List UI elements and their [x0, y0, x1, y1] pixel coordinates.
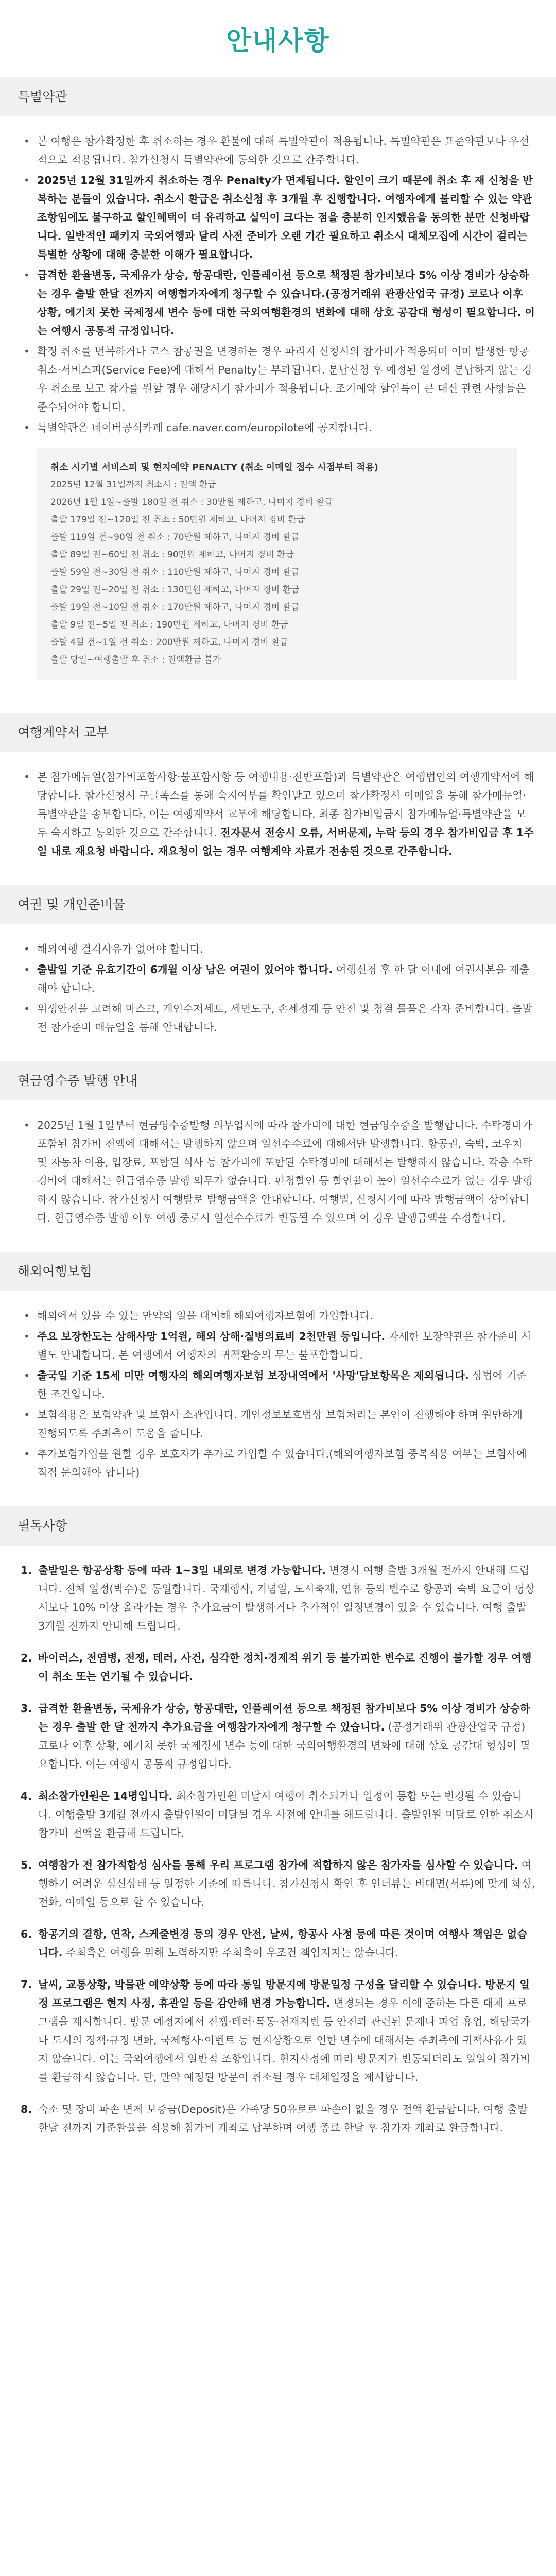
penalty-row: 출발 4일 전~1일 전 취소 : 200만원 제하고, 나머지 경비 환급 [50, 637, 288, 648]
list-item: • 위생안전을 고려해 마스크, 개인수저세트, 세면도구, 손세정제 등 안전 및 청결 물품은 각자 준비합니다. 출발 전 참가준비 매뉴얼을 통해 안내합니다. [21, 999, 535, 1037]
passport-list [21, 940, 535, 1037]
penalty-row: 출발 9일 전~5일 전 취소 : 190만원 제하고, 나머지 경비 환급 [50, 620, 288, 630]
list-item: • 특별약관은 네이버공식카페 cafe.naver.com/europilote에 공지합니다. [21, 418, 535, 437]
penalty-row: 출발 89일 전~60일 전 취소 : 90만원 제하고, 나머지 경비 환급 [50, 550, 294, 560]
list-item: • 추가보험가입을 원할 경우 보호자가 추가로 가입할 수 있습니다.(해외여행자보험 중복적용 여부는 보험사에 직접 문의해야 합니다) [21, 1445, 535, 1482]
section-header-insurance: 해외여행보험 [0, 1252, 556, 1291]
section-special-terms [0, 116, 556, 702]
penalty-heading: 취소 시기별 서비스피 및 현지예약 PENALTY (취소 이메일 접수 시점부터 적용) [50, 462, 378, 473]
list-item: • 보험적용은 보험약관 및 보험사 소관입니다. 개인정보보호법상 보험처리는 본인이 진행해야 하며 원만하게 진행되도록 주최측이 도움을 줍니다. [21, 1405, 535, 1443]
notes-list [21, 1561, 535, 2137]
section-contract [0, 752, 556, 874]
item-number: 8. [21, 2103, 32, 2115]
item-number: 5. [21, 1859, 32, 1871]
numbered-item: 8. 숙소 및 장비 파손 변제 보증금(Deposit)은 가족당 50유로로 파손이 없을 경우 전액 환급합니다. 여행 출발 한달 전까지 기준환율을 적용해 참가비 계좌로 납부하며 여행 종료 한달 후 참가자 계좌로 환급합니다. [21, 2100, 535, 2137]
contract-list [21, 768, 535, 860]
numbered-item: 1. 출발일은 항공상황 등에 따라 1~3일 내외로 변경 가능합니다. 변경시 여행 출발 3개월 전까지 안내해 드립니다. 전체 일정(박수)은 동일합니다. 국제행사, 기념일, 도시축제, 연휴 등의 변수로 항공과 숙박 요금이 평상시보다 10% 이상 올라가는 경우 추가요금이 발생하거나 추가적인 일정변경이 있을 수 있습니다. 여행 출발 3개월 전까지 안내해 드립니다. [21, 1561, 535, 1635]
section-header-receipt: 현금영수증 발행 안내 [0, 1061, 556, 1100]
list-item: • 출국일 기준 15세 미만 여행자의 해외여행자보험 보장내역에서 '사망'담보항목은 제외됩니다. 상법에 기준한 조건입니다. [21, 1366, 535, 1403]
numbered-item: 7. 날씨, 교통상황, 박물관 예약상황 등에 따라 동일 방문지에 방문일정 구성을 달리할 수 있습니다. 방문지 일정 프로그램은 현지 사정, 휴관일 등을 감안해 변경 가능합니다. 변경되는 경우 이에 준하는 다른 대체 프로그램을 제시합니다. 방문 예정지에서 전쟁·테러·폭동·천재지변 등 안전과 관련된 문제나 파업 휴업, 해당국가나 도시의 정책·규정 변화, 국제행사·이벤트 등 현지상황으로 인한 변수에 대해서는 주최측에 귀책사유가 있지 않습니다. 이는 국외여행에서 일반적 조항입니다. 현지사정에 따라 방문지가 변동되더라도 일일이 참가비를 환급하지 않습니다. 단, 만약 예정된 방문이 취소될 경우 대체일정을 제시합니다. [21, 1975, 535, 2087]
numbered-item: 2. 바이러스, 전염병, 전쟁, 테러, 사건, 심각한 정치·경제적 위기 등 불가피한 변수로 진행이 불가할 경우 여행이 취소 또는 연기될 수 있습니다. [21, 1649, 535, 1686]
receipt-list [21, 1116, 535, 1227]
penalty-row: 출발 119일 전~90일 전 취소 : 70만원 제하고, 나머지 경비 환급 [50, 532, 300, 543]
item-number: 4. [21, 1790, 32, 1802]
item-number: 6. [21, 1928, 32, 1940]
section-header-passport: 여권 및 개인준비물 [0, 885, 556, 924]
penalty-row: 출발 59일 전~30일 전 취소 : 110만원 제하고, 나머지 경비 환급 [50, 567, 300, 578]
item-number: 3. [21, 1702, 32, 1715]
list-item: • 주요 보장한도는 상해사망 1억원, 해외 상해·질병의료비 2천만원 등입니다. 자세한 보장약관은 참가준비 시 별도 안내합니다. 본 여행에서 여행자의 귀책환승의 무는 불포함합니다. [21, 1327, 535, 1364]
list-item: • 출발일 기준 유효기간이 6개월 이상 남은 여권이 있어야 합니다. 여행신청 후 한 달 이내에 여권사본을 제출해야 합니다. [21, 960, 535, 997]
section-header-special-terms: 특별약관 [0, 77, 556, 116]
item-number: 7. [21, 1978, 32, 1991]
list-item: • 본 참가메뉴얼(참가비포함사항·불포함사항 등 여행내용·전반포함)과 특별약관은 여행법인의 여행계약서에 해당합니다. 참가신청시 구글폭스를 통해 숙지여부를 확인받고 있으며 참가확정시 이메일을 통해 참가메뉴얼·특별약관을 송부합니다. 이는 여행계약서 교부에 해당합니다. 최종 참가비입금시 참가메뉴얼·특별약관을 모두 숙지하고 동의한 것으로 간주합니다. 전자문서 전송시 오류, 서버문제, 누락 등의 경우 참가비입금 후 1주일 내로 재요청 바랍니다. 재요청이 없는 경우 여행계약 자료가 전송된 것으로 간주합니다. [21, 768, 535, 860]
section-receipt [0, 1100, 556, 1241]
item-number: 1. [21, 1564, 32, 1577]
penalty-row: 출발 당일~여행출발 후 취소 : 전액환급 불가 [50, 655, 221, 665]
title-area [0, 0, 556, 77]
special-terms-list [21, 132, 535, 437]
penalty-row: 출발 29일 전~20일 전 취소 : 130만원 제하고, 나머지 경비 환급 [50, 585, 300, 595]
penalty-row: 출발 19일 전~10일 전 취소 : 170만원 제하고, 나머지 경비 환급 [50, 602, 300, 613]
numbered-item: 5. 여행참가 전 참가적합성 심사를 통해 우리 프로그램 참가에 적합하지 않은 참가자를 심사할 수 있습니다. 여행하기 어려운 심신상태 등 일정한 기준에 따릅니다. 참가신청시 확인 후 인터뷰는 비대면(서류)에 맞게 화상, 전화, 이메일 등으로 할 수 있습니다. [21, 1856, 535, 1911]
section-insurance [0, 1291, 556, 1495]
page-title: 안내사항 [226, 26, 330, 56]
list-item: • 확정 취소를 번복하거나 코스 참공권을 변경하는 경우 파리지 신청시의 참가비가 적용되며 이미 발생한 항공취소·서비스피(Service Fee)에 대해서 Penalty는 부과됩니다. 분납신청 후 예정된 일정에 분납하지 않는 경우 취소로 보고 참가를 원할 경우 해당시기 참가비가 적용됩니다. 조기예약 할인특이 큰 대신 관련 사항들은 준수되어야 합니다. [21, 342, 535, 416]
list-item: • 해외여행 결격사유가 없어야 합니다. [21, 940, 535, 958]
list-item: • 2025년 12월 31일까지 취소하는 경우 Penalty가 면제됩니다. 할인이 크기 때문에 취소 후 재 신청을 반복하는 분들이 있습니다. 취소시 환급은 취소신청 후 3개월 후 진행합니다. 여행자에게 불리할 수 있는 약관 조항임에도 불구하고 할인혜택이 더 유리하고 실익이 크다는 점을 충분히 인지했음을 동의한 분만 신청바랍니다. 일반적인 패키지 국외여행과 달리 사전 준비가 오랜 기간 필요하고 취소시 대체모집에 시간이 걸리는 특별한 상황에 대해 충분한 이해가 필요합니다. [21, 171, 535, 264]
penalty-row: 출발 179일 전~120일 전 취소 : 50만원 제하고, 나머지 경비 환급 [50, 515, 305, 525]
numbered-item: 6. 항공기의 결항, 연착, 스케줄변경 등의 경우 안전, 날씨, 항공사 사정 등에 따른 것이며 여행사 책임은 없습니다. 주최측은 여행을 위해 노력하지만 주최측이 우조건 책임지지는 않습니다. [21, 1925, 535, 1962]
penalty-row: 2026년 1월 1일~출발 180일 전 취소 : 30만원 제하고, 나머지 경비 환급 [50, 497, 333, 507]
item-number: 2. [21, 1652, 32, 1664]
section-header-notes: 필독사항 [0, 1506, 556, 1546]
numbered-item: 3. 급격한 환율변동, 국제유가 상승, 항공대란, 인플레이션 등으로 책정된 참가비보다 5% 이상 경비가 상승하는 경우 출발 한 달 전까지 추가요금을 여행참가자에게 청구할 수 있습니다. (공정거래위 관광산업국 규정) 코로나 이후 상황, 예기치 못한 국제정세 변수 등에 대한 국외여행환경의 변화에 대해 상호 공감대 형성이 필요합니다. 이는 여행시 공통적 규정입니다. [21, 1699, 535, 1773]
list-item: • 급격한 환율변동, 국제유가 상승, 항공대란, 인플레이션 등으로 책정된 참가비보다 5% 이상 경비가 상승하는 경우 출발 한달 전까지 여행협가자에게 청구할 수 있습니다.(공정거래위 관광산업국 규정) 코로나 이후 상황, 에기치 못한 국제정세 변수 등에 대한 국외여행환경의 변화에 대해 상호 공감대 형성이 필요합니다. 이는 여행시 공통적 규정입니다. [21, 266, 535, 340]
list-item: • 2025년 1월 1일부터 현금영수증발행 의무업시에 따라 참가비에 대한 현금영수증을 발행합니다. 수탁경비가 포함된 참가비 전액에 대해서는 발행하지 않으며 일선수수료에 대해서만 발행합니다. 항공권, 숙박, 코우치 및 자동차 이용, 입장료, 포함된 식사 등 참가비에 포함된 수탁경비에 대해서는 발행하지 않습니다. 각층 수탁경비에 대해서는 현금영수증 발행 의무가 없습니다. 편청할인 등 할인율이 높아 일선수수료가 없는 경우 발행하지 않습니다. 참가신청시 여행발로 발행금액을 안내합니다. 여행별, 신청시기에 따라 발행금액이 상이합니다. 현금영수증 발행 이후 여행 중로시 일선수수료가 변동될 수 있으며 이 경우 발행금액을 수정합니다. [21, 1116, 535, 1227]
penalty-table [37, 448, 517, 680]
insurance-list [21, 1307, 535, 1482]
section-notes [0, 1546, 556, 2162]
numbered-item: 4. 최소참가인원은 14명입니다. 최소참가인원 미달시 여행이 취소되거나 일정이 통합 또는 변경될 수 있습니다. 여행출발 3개월 전까지 출발인원이 미달될 경우 사전에 안내를 해드립니다. 출발인원 미달로 인한 취소시 참가비 전액을 환급해 드립니다. [21, 1787, 535, 1842]
section-header-contract: 여행계약서 교부 [0, 713, 556, 752]
penalty-row: 2025년 12월 31일까지 취소시 : 전액 환급 [50, 480, 216, 490]
section-passport [0, 924, 556, 1050]
list-item: • 본 여행은 참가확정한 후 취소하는 경우 환불에 대해 특별약관이 적용됩니다. 특별약관은 표준약관보다 우선적으로 적용됩니다. 참가신청시 특별약관에 동의한 것으로 간주합니다. [21, 132, 535, 169]
list-item: • 해외에서 있을 수 있는 만약의 일을 대비해 해외여행자보험에 가입합니다. [21, 1307, 535, 1325]
